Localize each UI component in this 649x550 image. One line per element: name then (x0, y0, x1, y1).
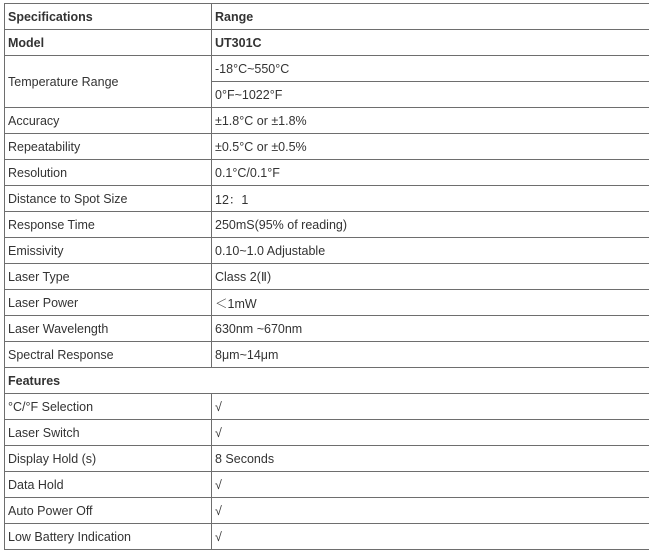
table-row (5, 264, 649, 290)
feature-value: √ (212, 420, 649, 446)
table-row (5, 238, 649, 264)
feature-label: Display Hold (s) (5, 446, 212, 472)
features-heading-row (5, 368, 649, 394)
header-specifications: Specifications (5, 4, 212, 30)
feature-label: Auto Power Off (5, 498, 212, 524)
spec-value: 12：1 (212, 186, 649, 212)
feature-label: °C/°F Selection (5, 394, 212, 420)
spec-label: Laser Power (5, 290, 212, 316)
feature-row (5, 446, 649, 472)
feature-row (5, 498, 649, 524)
features-heading: Features (5, 368, 649, 394)
spec-label: Response Time (5, 212, 212, 238)
specifications-table (4, 3, 649, 550)
table-row (5, 186, 649, 212)
feature-label: Laser Switch (5, 420, 212, 446)
spec-label: Laser Type (5, 264, 212, 290)
spec-label: Repeatability (5, 134, 212, 160)
spec-label: Emissivity (5, 238, 212, 264)
table-row (5, 342, 649, 368)
spec-value: Class 2(Ⅱ) (212, 264, 649, 290)
model-label: Model (5, 30, 212, 56)
feature-row (5, 420, 649, 446)
table-row (5, 134, 649, 160)
table-row (5, 108, 649, 134)
feature-value: √ (212, 472, 649, 498)
table-row (5, 212, 649, 238)
spec-label: Spectral Response (5, 342, 212, 368)
feature-label: Data Hold (5, 472, 212, 498)
feature-value: √ (212, 498, 649, 524)
model-row (5, 30, 649, 56)
spec-label: Accuracy (5, 108, 212, 134)
spec-value: ＜1mW (212, 290, 649, 316)
spec-value: ±1.8°C or ±1.8% (212, 108, 649, 134)
spec-value: 630nm ~670nm (212, 316, 649, 342)
temperature-range-fahrenheit: 0°F~1022°F (212, 82, 649, 108)
table-row (5, 290, 649, 316)
spec-value: ±0.5°C or ±0.5% (212, 134, 649, 160)
spec-value: 250mS(95% of reading) (212, 212, 649, 238)
spec-label: Laser Wavelength (5, 316, 212, 342)
feature-row (5, 394, 649, 420)
temperature-range-celsius: -18°C~550°C (212, 56, 649, 82)
temperature-range-row (5, 56, 649, 82)
header-range: Range (212, 4, 649, 30)
spec-value: 0.1°C/0.1°F (212, 160, 649, 186)
feature-label: Low Battery Indication (5, 524, 212, 550)
header-row (5, 4, 649, 30)
table-row (5, 160, 649, 186)
spec-label: Resolution (5, 160, 212, 186)
feature-value: 8 Seconds (212, 446, 649, 472)
feature-value: √ (212, 394, 649, 420)
temperature-range-label: Temperature Range (5, 56, 212, 108)
spec-label: Distance to Spot Size (5, 186, 212, 212)
spec-value: 8μm~14μm (212, 342, 649, 368)
table-row (5, 316, 649, 342)
spec-value: 0.10~1.0 Adjustable (212, 238, 649, 264)
feature-value: √ (212, 524, 649, 550)
feature-row (5, 472, 649, 498)
feature-row (5, 524, 649, 550)
model-value: UT301C (212, 30, 649, 56)
